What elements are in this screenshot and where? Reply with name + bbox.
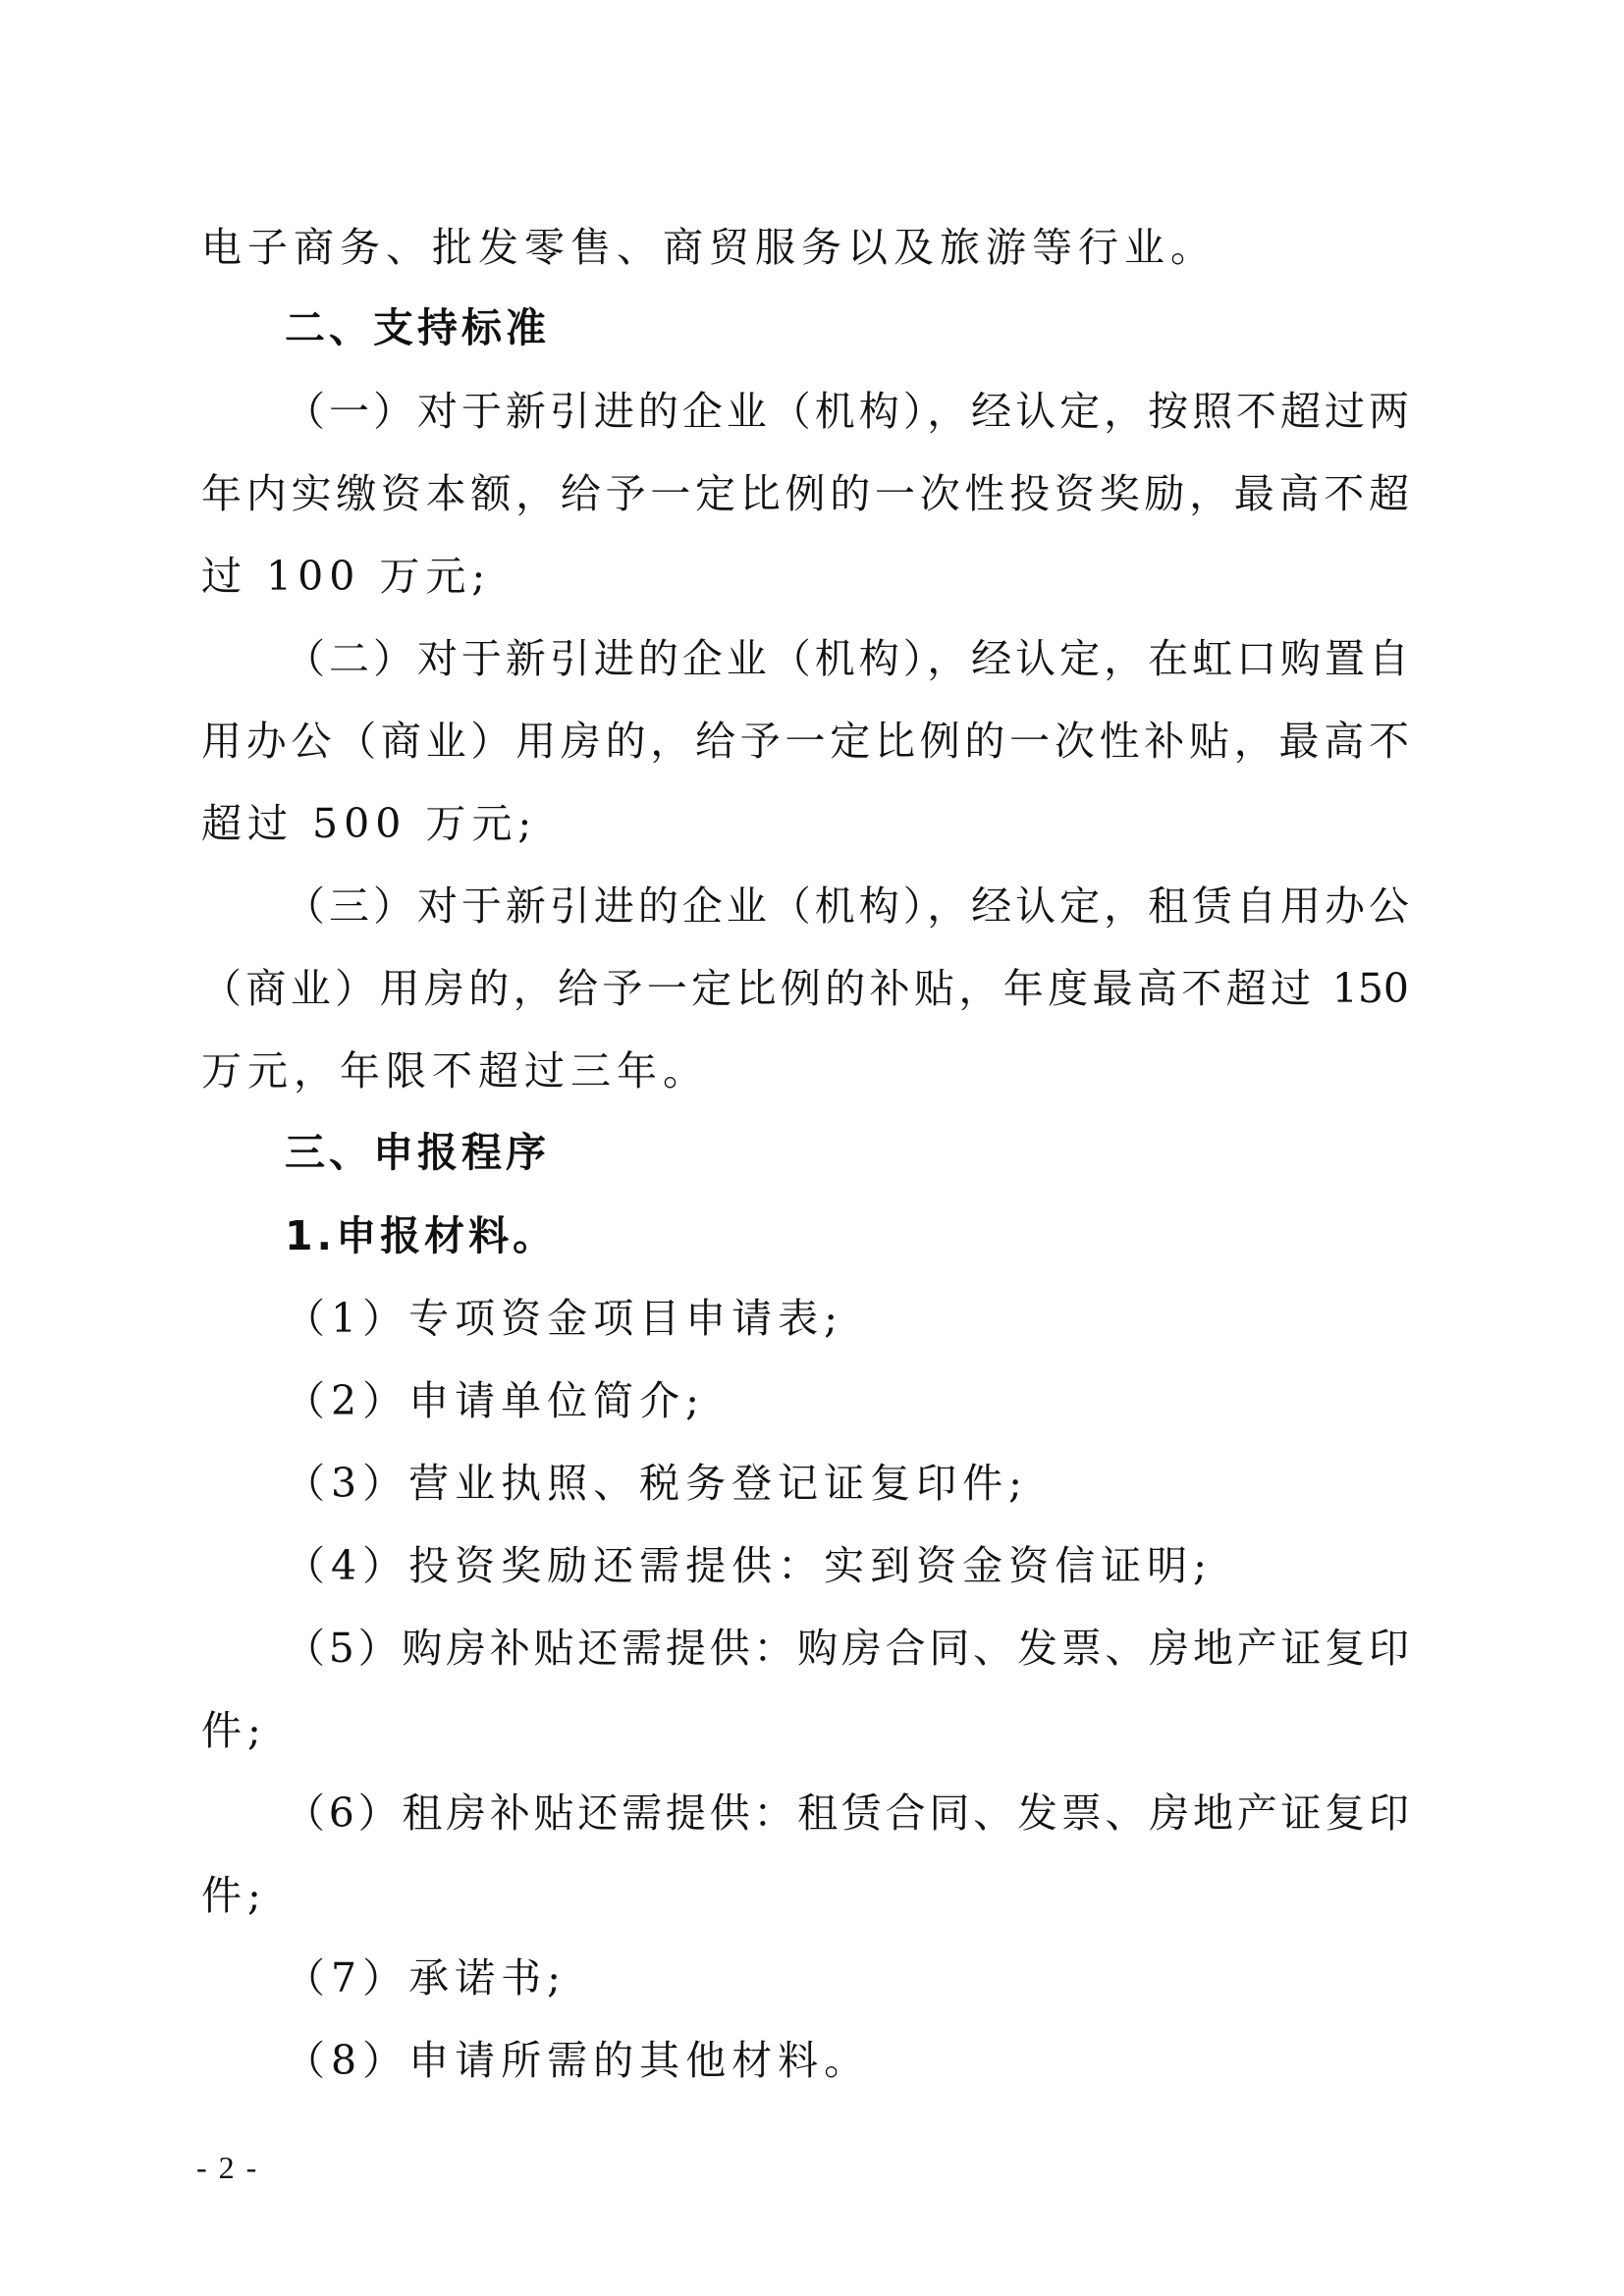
subheading-application-materials: 1.申报材料。 [285,1212,558,1259]
material-item-6-line-1: （6）租房补贴还需提供：租赁合同、发票、房地产证复印 [285,1789,1409,1837]
item-2-line-1: （二）对于新引进的企业（机构），经认定，在虹口购置自 [285,635,1409,682]
item-1-line-3: 过 100 万元; [201,553,492,600]
item-3-line-2: （商业）用房的，给予一定比例的补贴，年度最高不超过 150 [201,965,1409,1012]
item-3-line-1: （三）对于新引进的企业（机构），经认定，租赁自用办公 [285,882,1409,930]
material-item-5-line-2: 件; [201,1707,267,1754]
section-heading-support-standards: 二、支持标准 [285,304,550,351]
section-heading-application-procedure: 三、申报程序 [285,1129,550,1176]
material-item-8: （8）申请所需的其他材料。 [285,2037,871,2084]
item-1-line-2: 年内实缴资本额，给予一定比例的一次性投资奖励，最高不超 [201,470,1409,517]
material-item-6-line-2: 件; [201,1872,267,1919]
material-item-2: （2）申请单位简介; [285,1377,705,1424]
material-item-3: （3）营业执照、税务登记证复印件; [285,1460,1028,1507]
item-1-line-1: （一）对于新引进的企业（机构），经认定，按照不超过两 [285,388,1409,435]
text-line-industries: 电子商务、批发零售、商贸服务以及旅游等行业。 [201,224,1217,271]
material-item-4: （4）投资奖励还需提供：实到资金资信证明; [285,1542,1213,1589]
material-item-1: （1）专项资金项目申请表; [285,1295,843,1342]
item-2-line-3: 超过 500 万元; [201,800,538,847]
page-number: - 2 - [196,2150,259,2185]
item-3-line-3: 万元，年限不超过三年。 [201,1047,709,1095]
material-item-7: （7）承诺书; [285,1954,567,2002]
item-2-line-2: 用办公（商业）用房的，给予一定比例的一次性补贴，最高不 [201,718,1409,765]
material-item-5-line-1: （5）购房补贴还需提供：购房合同、发票、房地产证复印 [285,1625,1409,1672]
